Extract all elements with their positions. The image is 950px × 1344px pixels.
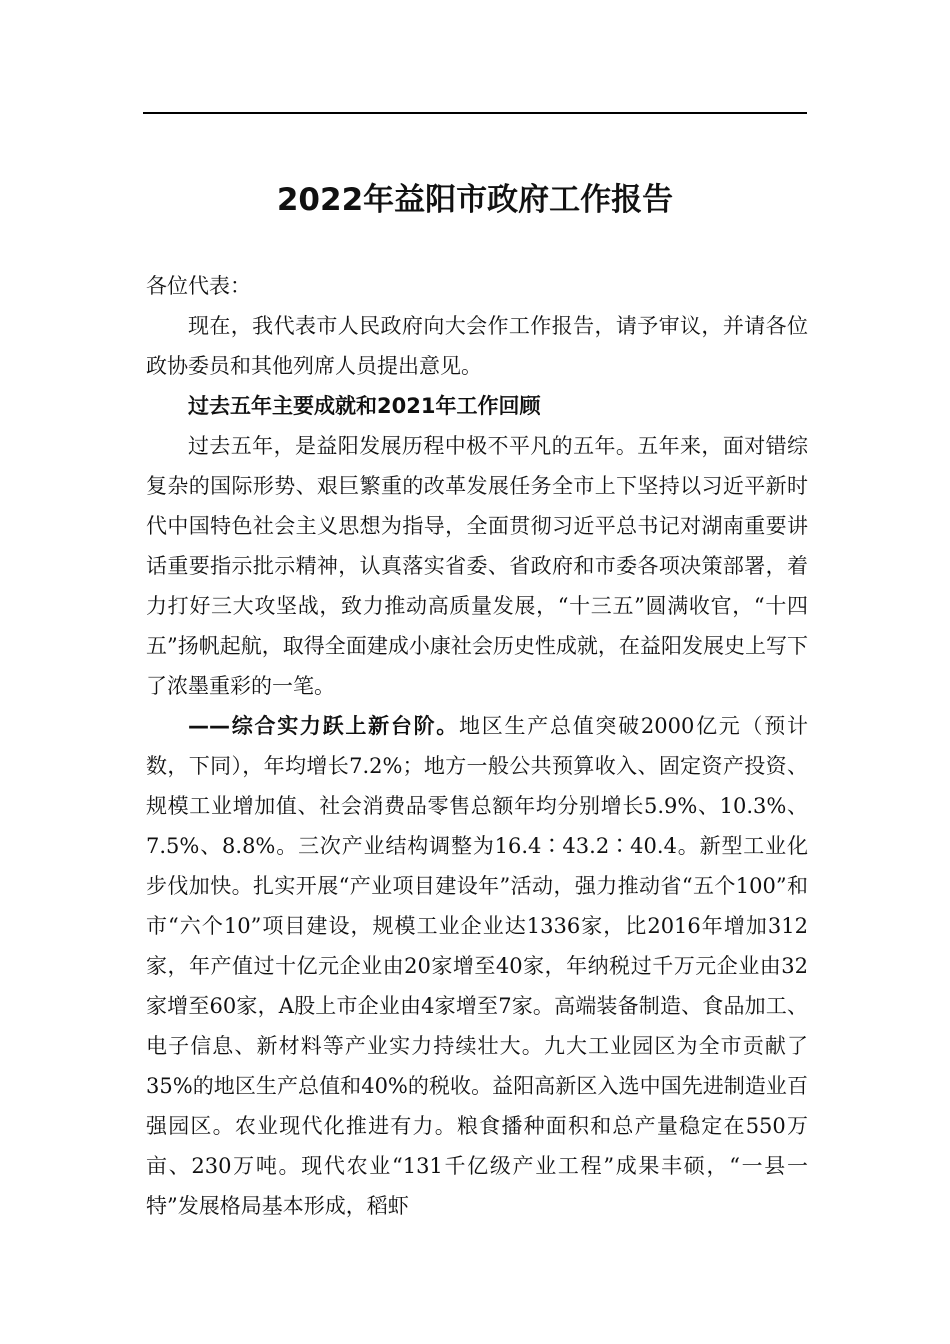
document-body — [146, 266, 808, 1226]
salutation: 各位代表： — [146, 274, 251, 298]
strength-paragraph — [146, 706, 808, 1226]
section-heading: 过去五年主要成就和2021年工作回顾 — [188, 394, 541, 418]
header-rule — [143, 112, 807, 114]
page-title: 2022年益阳市政府工作报告 — [276, 182, 674, 218]
review-paragraph: 过去五年，是益阳发展历程中极不平凡的五年。五年来，面对错综复杂的国际形势、艰巨繁重的改革发展任务全市上下坚持以习近平新时代中国特色社会主义思想为指导，全面贯彻习近平总书记对湖南重要讲话重要指示批示精神，认真落实省委、省政府和市委各项决策部署，着力打好三大攻坚战，致力推动高质量发展，“十三五”圆满收官，“十四五”扬帆起航，取得全面建成小康社会历史性成就，在益阳发展史上写下了浓墨重彩的一笔。 — [146, 434, 808, 698]
strength-lead: ——综合实力跃上新台阶。 — [188, 714, 460, 738]
intro-paragraph: 现在，我代表市人民政府向大会作工作报告，请予审议，并请各位政协委员和其他列席人员提出意见。 — [146, 314, 808, 378]
strength-body: 地区生产总值突破2000亿元（预计数，下同），年均增长7.2%；地方一般公共预算收入、固定资产投资、规模工业增加值、社会消费品零售总额年均分别增长5.9%、10.3%、7.5%、8.8%。三次产业结构调整为16.4∶43.2∶40.4。新型工业化步伐加快。扎实开展“产业项目建设年”活动，强力推动省“五个100”和市“六个10”项目建设，规模工业企业达1336家，比2016年增加312家，年产值过十亿元企业由20家增至40家，年纳税过千万元企业由32家增至60家，A股上市企业由4家增至7家。高端装备制造、食品加工、电子信息、新材料等产业实力持续壮大。九大工业园区为全市贡献了35%的地区生产总值和40%的税收。益阳高新区入选中国先进制造业百强园区。农业现代化推进有力。粮食播种面积和总产量稳定在550万亩、230万吨。现代农业“131千亿级产业工程”成果丰硕，“一县一特”发展格局基本形成，稻虾 — [146, 714, 808, 1218]
